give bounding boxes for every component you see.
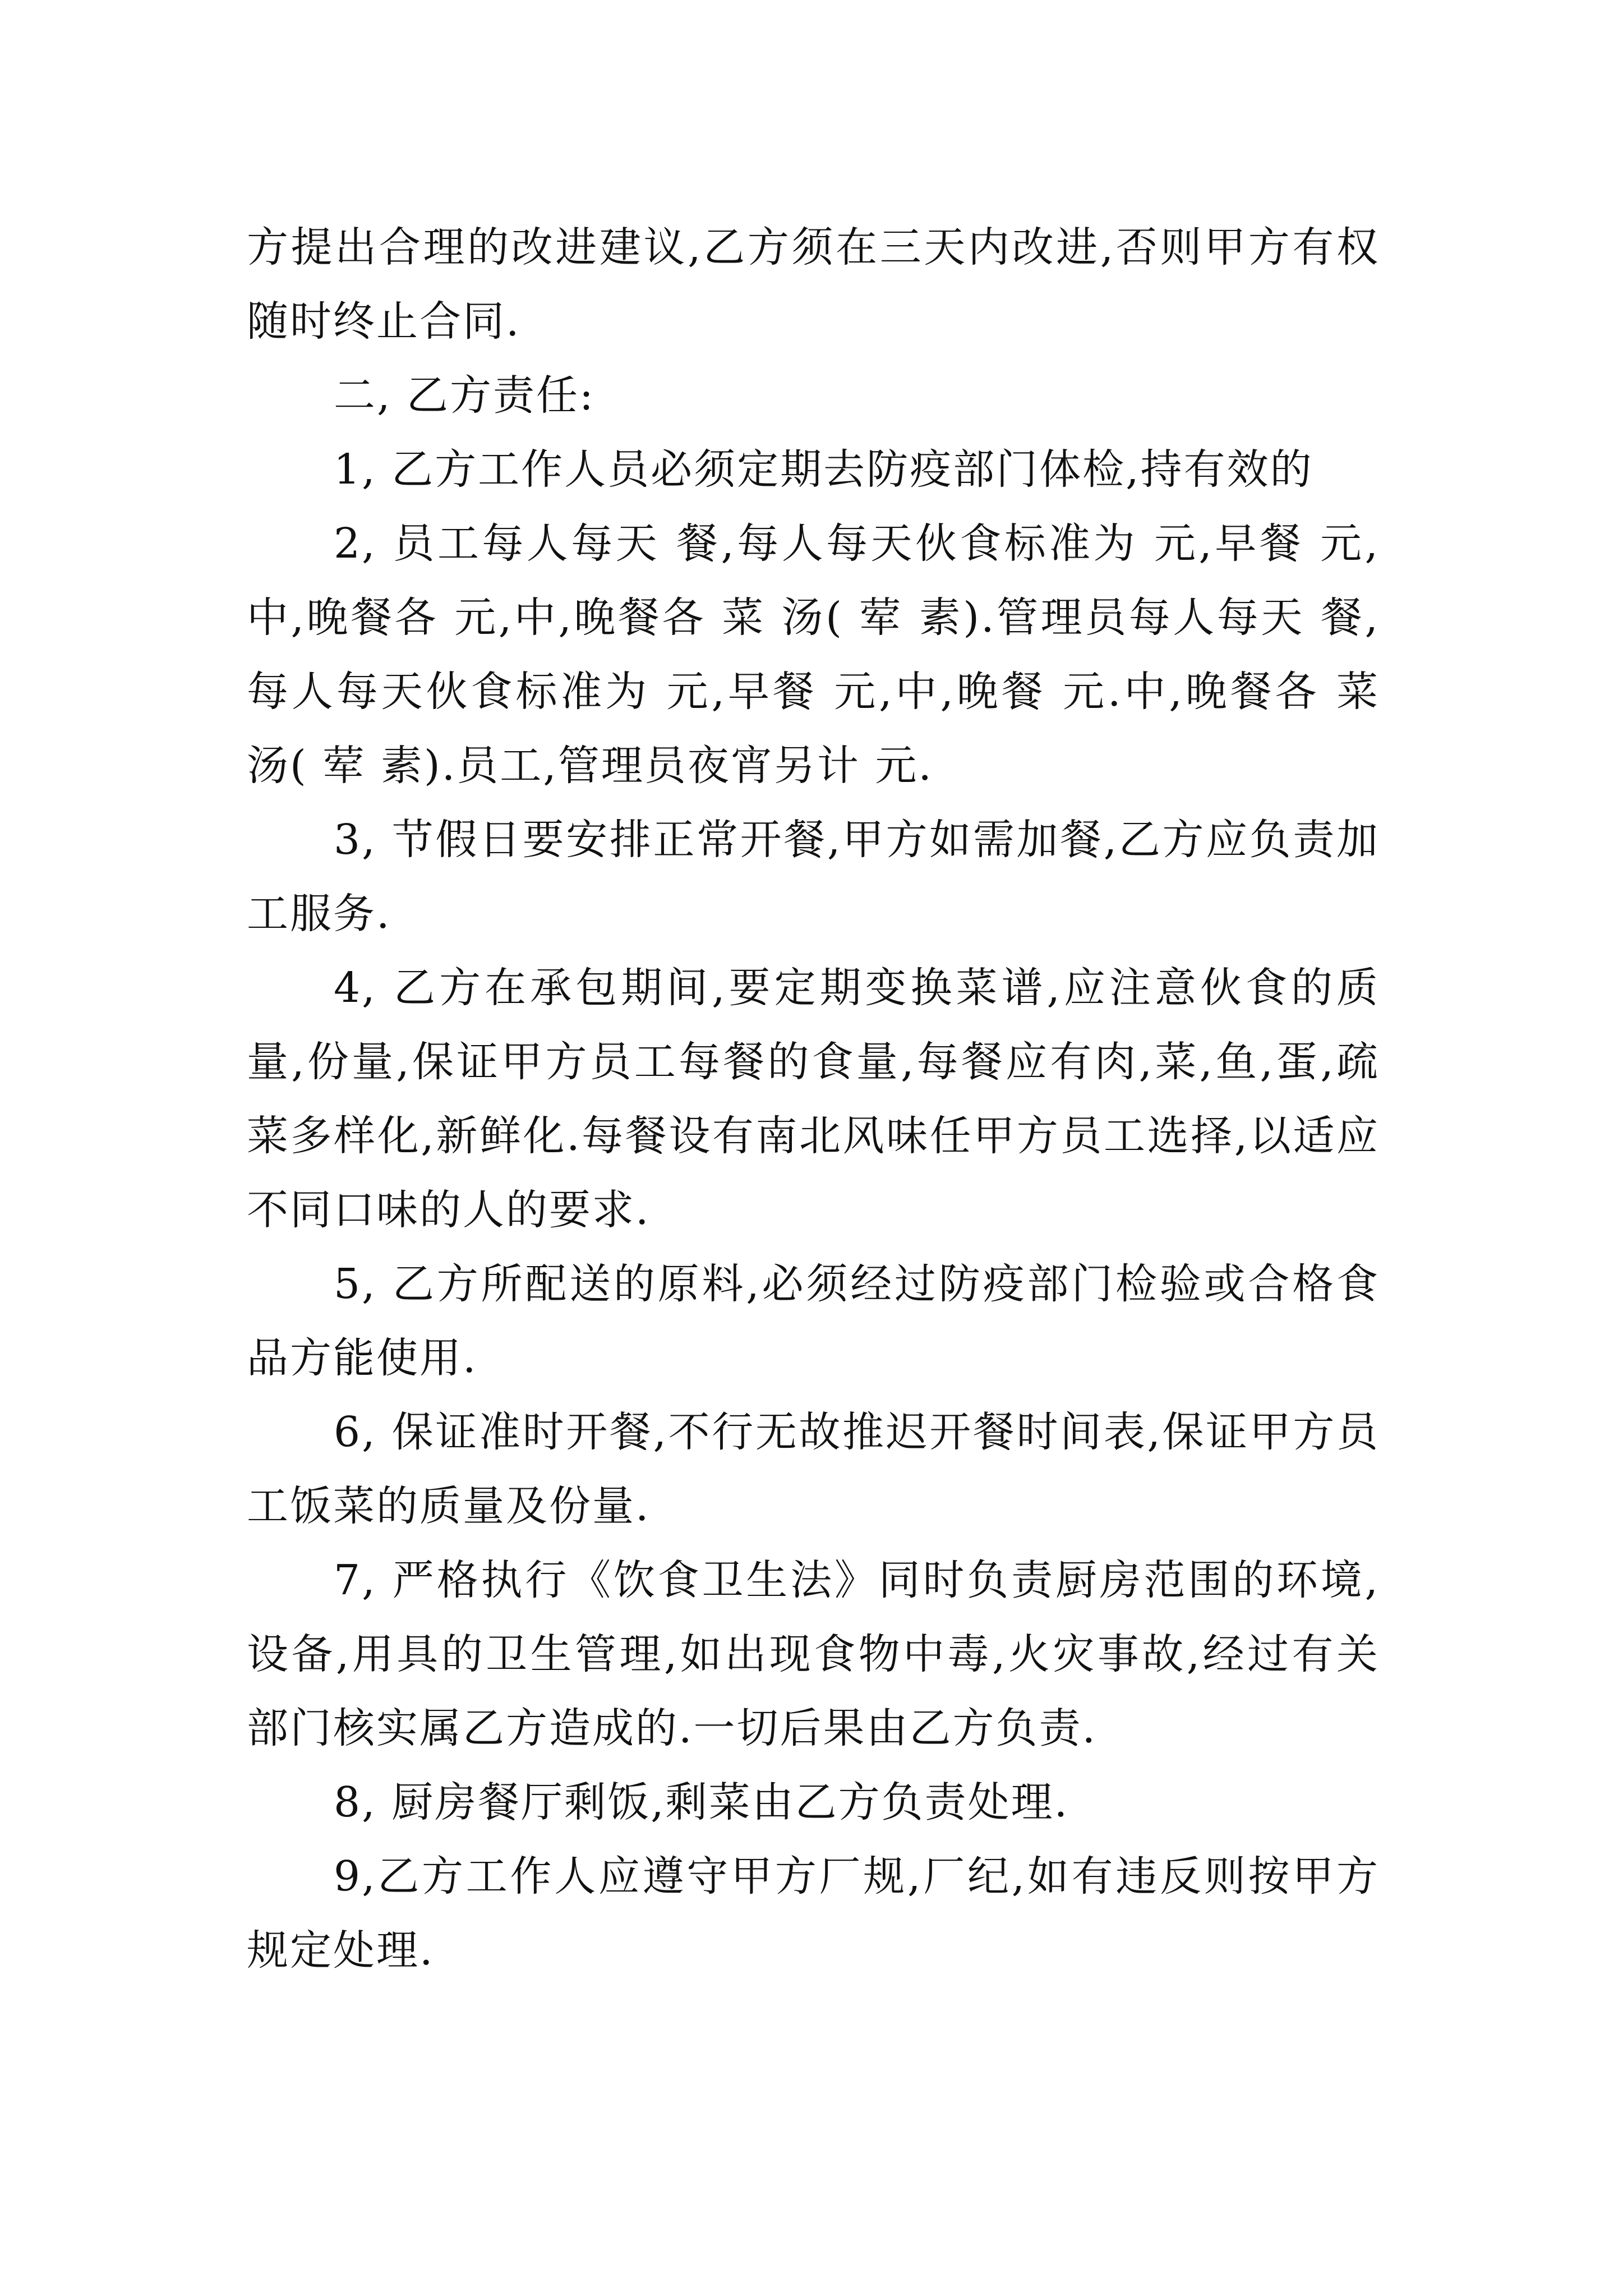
document-body [247, 210, 1380, 1987]
clause-4: 4, 乙方在承包期间,要定期变换菜谱,应注意伙食的质量,份量,保证甲方员工每餐的食量,每餐应有肉,菜,鱼,蛋,疏菜多样化,新鲜化.每餐设有南北风味任甲方员工选择,以适应不同口味的人的要求. [247, 964, 1380, 1234]
clause-7: 7, 严格执行《饮食卫生法》同时负责厨房范围的环境,设备,用具的卫生管理,如出现食物中毒,火灾事故,经过有关部门核实属乙方造成的.一切后果由乙方负责. [247, 1556, 1380, 1752]
clause-5: 5, 乙方所配送的原料,必须经过防疫部门检验或合格食品方能使用. [247, 1260, 1380, 1382]
clause-6: 6, 保证准时开餐,不行无故推迟开餐时间表,保证甲方员工饭菜的质量及份量. [247, 1408, 1380, 1530]
clause-3: 3, 节假日要安排正常开餐,甲方如需加餐,乙方应负责加工服务. [247, 816, 1380, 938]
clause-9: 9,乙方工作人应遵守甲方厂规,厂纪,如有违反则按甲方规定处理. [247, 1852, 1380, 1975]
clause-1: 1, 乙方工作人员必须定期去防疫部门体检,持有效的 [334, 445, 1313, 494]
clause-8: 8, 厨房餐厅剩饭,剩菜由乙方负责处理. [334, 1778, 1069, 1826]
clause-2: 2, 员工每人每天 餐,每人每天伙食标准为 元,早餐 元,中,晚餐各 元,中,晚餐各 菜 汤( 荤 素).管理员每人每天 餐,每人每天伙食标准为 元,早餐 元,中,晚餐 元.中,晚餐各 菜 汤( 荤 素).员工,管理员夜宵另计 元. [247, 519, 1380, 790]
paragraph-continuation: 方提出合理的改进建议,乙方须在三天内改进,否则甲方有权随时终止合同. [247, 223, 1380, 346]
section-heading-party-b-responsibility: 二, 乙方责任: [334, 371, 595, 420]
